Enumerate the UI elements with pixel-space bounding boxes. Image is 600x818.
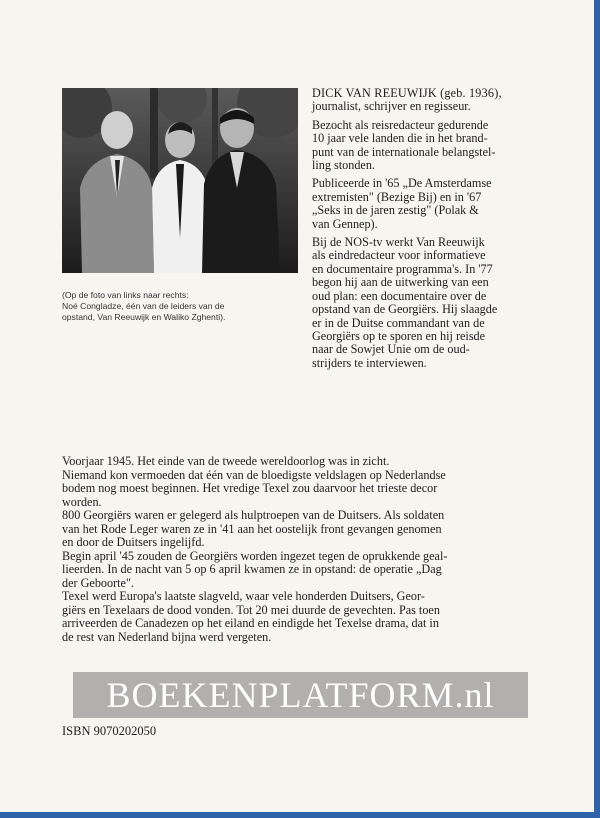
bio-line: oud plan: een documentaire over de (312, 288, 487, 303)
blurb-line: Niemand kon vermoeden dat één van de bloedigste veldslagen op Nederlandse (62, 467, 446, 482)
bio-line: „Seks in de jaren zestig" (Polak & (312, 203, 479, 218)
bio-line: DICK VAN REEUWIJK (geb. 1936), (312, 86, 502, 100)
author-bio (312, 87, 574, 375)
blurb-line: lieerden. In de nacht van 5 op 6 april kwamen ze in opstand: de operatie „Dag (62, 562, 442, 576)
author-photo-image (62, 88, 298, 273)
bio-line: 10 jaar vele landen die in het brand- (312, 131, 488, 146)
author-photo (62, 88, 298, 273)
photo-caption-line: (Op de foto van links naar rechts: (62, 290, 189, 300)
photo-caption-line: opstand, Van Reeuwijk en Waliko Zghenti). (62, 312, 226, 322)
bio-line: journalist, schrijver en regisseur. (312, 99, 471, 114)
blurb-line: arriveerden de Canadezen op het eiland en eindigde het Texelse drama, dat in (62, 616, 439, 630)
photo-caption-line: Noé Congladze, één van de leiders van de (62, 301, 225, 311)
bio-paragraph (312, 119, 574, 173)
blurb-line: 800 Georgiërs waren er gelegerd als hulptroepen van de Duitsers. Als soldaten (62, 508, 445, 522)
bio-line: naar de Sowjet Unie om de oud- (312, 342, 470, 357)
bio-line: opstand van de Georgiërs. Hij slaagde (312, 302, 498, 317)
blurb-line: Texel werd Europa's laatste slagveld, waar vele honderden Duitsers, Geor- (62, 589, 425, 603)
bio-line: Bij de NOS-tv werkt Van Reeuwijk (312, 235, 485, 250)
blurb-line: Voorjaar 1945. Het einde van de tweede wereldoorlog was in zicht. (62, 454, 390, 468)
bio-line: extremisten" (Bezige Bij) en in '67 (312, 189, 482, 204)
isbn-number: ISBN 9070202050 (62, 724, 157, 738)
photo-caption (62, 290, 306, 323)
blurb-line: worden. (62, 494, 102, 509)
blurb-line: van het Rode Leger waren ze in '41 aan het oostelijk front gevangen genomen (62, 521, 442, 536)
blurb-text (62, 455, 562, 644)
blurb-line: giërs en Texelaars de dood vonden. Tot 20 mei duurde de gevechten. Pas toen (62, 602, 440, 617)
bio-line: en documentaire programma's. In '77 (312, 261, 493, 276)
bio-paragraph (312, 177, 574, 231)
bio-line: er in de Duitse commandant van de (312, 315, 485, 330)
bio-line: als eindredacteur voor informatieve (312, 248, 486, 263)
bio-line: punt van de internationale belangstel- (312, 144, 496, 159)
blurb-line: de rest van Nederland bijna werd vergeten. (62, 629, 272, 644)
blurb-line: en door de Duitsers ingelijfd. (62, 535, 205, 549)
bio-line: strijders te interviewen. (312, 355, 427, 370)
bio-paragraph (312, 87, 574, 114)
blurb-line: Begin april '45 zouden de Georgiërs worden ingezet tegen de oprukkende geal- (62, 548, 448, 563)
blurb-line: der Geboorte". (62, 575, 134, 590)
watermark-banner: BOEKENPLATFORM.nl (73, 672, 528, 718)
blurb-line: bodem nog moest beginnen. Het vredige Texel zou daarvoor het trieste decor (62, 481, 438, 495)
bio-line: Georgiërs op te sporen en hij reisde (312, 328, 486, 343)
bio-line: van Gennep). (312, 216, 378, 231)
bio-line: Publiceerde in '65 „De Amsterdamse (312, 176, 492, 191)
bio-line: Bezocht als reisredacteur gedurende (312, 117, 489, 132)
bio-line: ling stonden. (312, 158, 375, 173)
bio-line: begon hij aan de uitwerking van een (312, 275, 489, 290)
bio-paragraph (312, 236, 574, 370)
